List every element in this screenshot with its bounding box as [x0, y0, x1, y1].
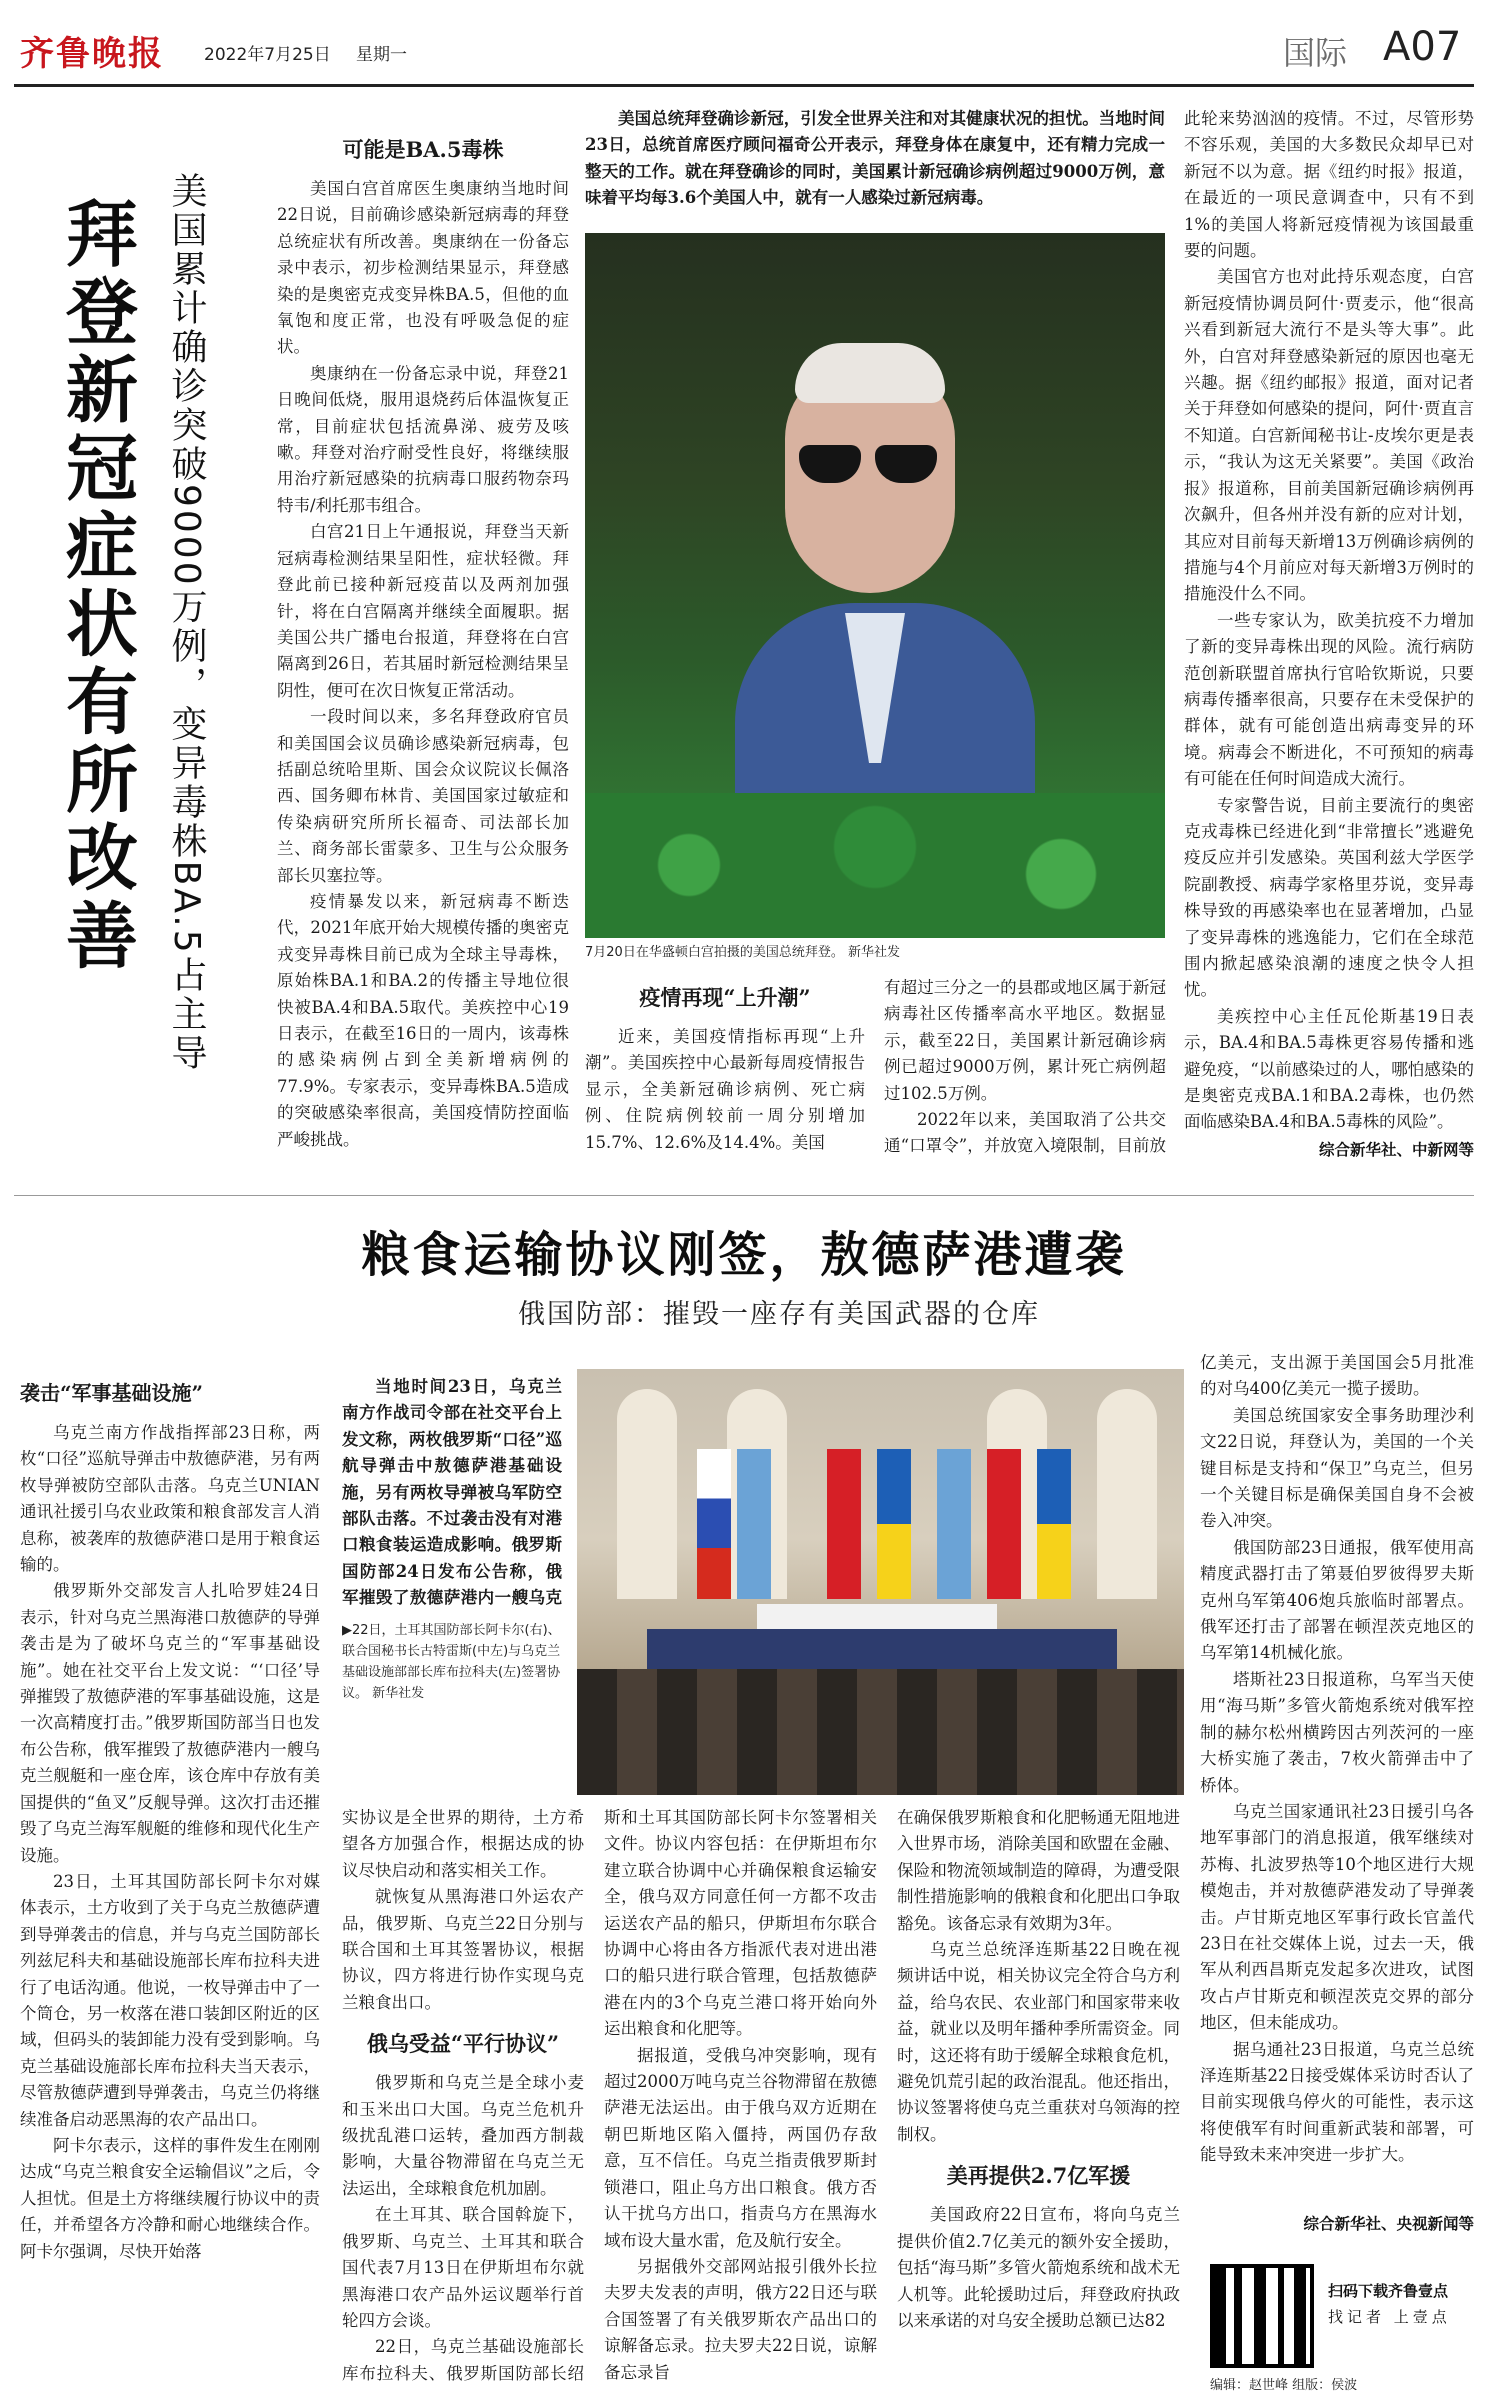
- photo-hair: [795, 343, 945, 403]
- story1-lede: [585, 106, 1165, 218]
- paragraph: 俄罗斯外交部发言人扎哈罗娃24日表示，针对乌克兰黑海港口敖德萨的导弹袭击是为了破坏乌克兰的“军事基础设施”。她在社交平台上发文说：“‘口径’导弹摧毁了敖德萨港的军事基础设施，这是一次高精度打击。”俄罗斯国防部当日也发布公告称，俄军摧毁了敖德萨港内一艘乌克兰舰艇和一座仓库，该仓库中存放有美国提供的“鱼叉”反舰导弹。这次打击还摧毁了乌克兰海军舰艇的维修和现代化生产设施。: [20, 1581, 320, 1865]
- story-divider: [14, 1195, 1474, 1196]
- paragraph: 另据俄外交部网站报引俄外长拉夫罗夫发表的声明，俄方22日还与联合国签署了有关俄罗斯农产品出口的谅解备忘录。拉夫罗夫22日说，谅解备忘录旨: [604, 2256, 877, 2382]
- story2-section-b-heading: 俄乌受益“平行协议”: [366, 2031, 560, 2057]
- story2-column-2: [342, 1805, 584, 2385]
- paragraph: 阿卡尔表示，这样的事件发生在刚刚达成“乌克兰粮食安全运输倡议”之后，令人担忧。但是土方将继续履行协议中的责任，并希望各方冷静和耐心地继续合作。阿卡尔强调，尽快开始落: [20, 2135, 320, 2261]
- story2-section-c-heading: 美再提供2.7亿军援: [946, 2163, 1131, 2189]
- paragraph: 俄国防部23日通报，俄军使用高精度武器打击了第聂伯罗彼得罗夫斯克州乌军第406炮兵旅临时部署点。俄军还打击了部署在顿涅茨克地区的乌军第14机械化旅。: [1200, 1537, 1474, 1663]
- issue-date: 2022年7月25日: [204, 45, 331, 65]
- flag-ukraine: [877, 1449, 911, 1599]
- story1-column-a: [277, 130, 569, 1160]
- story2-column-5: [1200, 1350, 1474, 2200]
- story1-source: 综合新华社、中新网等: [1318, 1141, 1474, 1159]
- paragraph: 亿美元，支出源于美国国会5月批准的对乌400亿美元一揽子援助。: [1200, 1353, 1474, 1399]
- story2-column-3: [604, 1805, 877, 2385]
- issue-weekday: 星期一: [356, 45, 407, 65]
- story2-photo-caption: ▶22日，土耳其国防部长阿卡尔(右)、联合国秘书长古特雷斯(中左)与乌克兰基础设施部部长库布拉科夫(左)签署协议。 新华社发: [342, 1623, 561, 1701]
- paragraph: 美国白宫首席医生奥康纳当地时间22日说，目前确诊感染新冠病毒的拜登总统症状有所改善。奥康纳在一份备忘录中表示，初步检测结果显示，拜登感染的是奥密克戎变异株BA.5，但他的血氧饱和度正常，也没有呼吸急促的症状。: [277, 179, 569, 357]
- paragraph: 白宫21日上午通报说，拜登当天新冠病毒检测结果呈阳性，症状轻微。拜登此前已接种新冠疫苗以及两剂加强针，将在白宫隔离并继续全面履职。据美国公共广播电台报道，拜登将在白宫隔离到26日，若其届时新冠检测结果呈阴性，便可在次日恢复正常活动。: [277, 522, 569, 700]
- paragraph: 在土耳其、联合国斡旋下，俄罗斯、乌克兰、土耳其和联合国代表7月13日在伊斯坦布尔就黑海港口农产品外运议题举行首轮四方会谈。: [342, 2205, 584, 2330]
- paragraph: 在确保俄罗斯粮食和化肥畅通无阻地进入世界市场，消除美国和欧盟在金融、保险和物流领域制造的障碍，为遭受限制性措施影响的俄粮食和化肥出口争取豁免。该备忘录有效期为3年。: [897, 1808, 1180, 1933]
- story1-subheadline: 美国累计确诊突破9000万例，变异毒株BA.5占主导: [166, 172, 207, 1073]
- photo-foliage: [585, 793, 1165, 938]
- editor-credits: 编辑：赵世峰 组版：侯波: [1210, 2378, 1358, 2393]
- page-number: A07: [1383, 24, 1462, 70]
- story1-section-b-heading: 疫情再现“上升潮”: [639, 985, 811, 1010]
- newspaper-logo: 齐鲁晚报: [20, 34, 164, 74]
- story2-headline: 粮食运输协议刚签，敖德萨港遭袭: [361, 1227, 1127, 1283]
- photo-table: [647, 1629, 1117, 1669]
- qr-sublabel: 找记者 上壹点: [1328, 2308, 1451, 2326]
- paragraph: 塔斯社23日报道称，乌军当天使用“海马斯”多管火箭炮系统对俄军控制的赫尔松州横跨因古列茨河的一座大桥实施了袭击，7枚火箭弹击中了桥体。: [1200, 1669, 1474, 1795]
- paragraph: 一段时间以来，多名拜登政府官员和美国国会议员确诊感染新冠病毒，包括副总统哈里斯、国会众议院议长佩洛西、国务卿布林肯、美国国家过敏症和传染病研究所所长福奇、司法部长加兰、商务部长雷蒙多、卫生与公众服务部长贝塞拉等。: [277, 707, 569, 885]
- signing-ceremony-photo: [577, 1369, 1184, 1795]
- flag-un: [937, 1449, 971, 1599]
- paragraph: 22日，乌克兰基础设施部长库布拉科夫、俄罗斯国防部长绍: [342, 2337, 584, 2383]
- flag-ukraine: [1037, 1449, 1071, 1599]
- flag-turkey: [827, 1449, 861, 1599]
- paragraph: 专家警告说，目前主要流行的奥密克戎毒株已经进化到“非常擅长”逃避免疫反应并引发感染。英国利兹大学医学院副教授、病毒学家格里芬说，变异毒株导致的再感染率也在显著增加，凸显了变异毒株的逃逸能力，它们在全球范围内掀起感染浪潮的速度之快令人担忧。: [1184, 795, 1474, 1000]
- paragraph: 奥康纳在一份备忘录中说，拜登21日晚间低烧，服用退烧药后体温恢复正常，目前症状包括流鼻涕、疲劳及咳嗽。拜登对治疗耐受性良好，将继续服用治疗新冠感染的抗病毒口服药物奈玛特韦/利托那韦组合。: [277, 363, 569, 515]
- story1-column-c: [884, 975, 1166, 1160]
- paragraph: 23日，土耳其国防部长阿卡尔对媒体表示，土方收到了关于乌克兰敖德萨遭到导弹袭击的信息，并与乌克兰国防部长列兹尼科夫和基础设施部长库布拉科夫进行了电话沟通。他说，一枚导弹击中了一个筒仓，另一枚落在港口装卸区附近的区域，但码头的装卸能力没有受到影响。乌克兰基础设施部长库布拉科夫当天表示，尽管敖德萨遭到导弹袭击，乌克兰仍将继续准备启动恶黑海的农产品出口。: [20, 1871, 320, 2129]
- photo-arch: [1097, 1389, 1157, 1599]
- masthead-rule: [14, 84, 1474, 87]
- paragraph: 乌克兰国家通讯社23日援引乌各地军事部门的消息报道，俄军继续对苏梅、扎波罗热等10个地区进行大规模炮击，并对敖德萨港发动了导弹袭击。卢甘斯克地区军事行政长官盖代23日在社交媒体上说，过去一天，俄军从利西昌斯克发起多次进攻，试图攻占卢甘斯克和顿涅茨克交界的部分地区，但未能成功。: [1200, 1801, 1474, 2033]
- lede-text: 美国总统拜登确诊新冠，引发全世界关注和对其健康状况的担忧。当地时间23日，总统首席医疗顾问福奇公开表示，拜登身体在康复中，还有精力完成一整天的工作。就在拜登确诊的同时，美国累计新冠确诊病例超过9000万例，意味着平均每3.6个美国人中，就有一人感染过新冠病毒。: [585, 109, 1165, 208]
- masthead: [0, 0, 1488, 92]
- paragraph: 美国官方也对此持乐观态度，白宫新冠疫情协调员阿什·贾麦示，他“很高兴看到新冠大流行不是头等大事”。此外，白宫对拜登感染新冠的原因也毫无兴趣。据《纽约邮报》报道，面对记者关于拜登如何感染的提问，阿什·贾直言不知道。白宫新闻秘书让-皮埃尔更是表示，“我认为这无关紧要”。美国《政治报》报道称，目前美国新冠确诊病例再次飙升，但各州并没有新的应对计划，其应对目前每天新增13万例确诊病例的措施与4个月前应对每天新增3万例时的措施没什么不同。: [1184, 267, 1474, 604]
- story2-section-a-heading: 袭击“军事基础设施”: [20, 1381, 204, 1405]
- flag-russia: [697, 1449, 731, 1599]
- lede-text: 当地时间23日，乌克兰南方作战司令部在社交平台上发文称，两枚俄罗斯“口径”巡航导弹击中敖德萨港基础设施，另有两枚导弹被乌军防空部队击落。不过袭击没有对港口粮食装运造成影响。俄罗斯国防部24日发布公告称，俄军摧毁了敖德萨港内一艘乌克: [342, 1377, 562, 1608]
- qr-label: 扫码下载齐鲁壹点: [1328, 2282, 1449, 2300]
- paragraph: 近来，美国疫情指标再现“上升潮”。美国疾控中心最新每周疫情报告显示，全美新冠确诊病例、死亡病例、住院病例较前一周分别增加15.7%、12.6%及14.4%。美国: [585, 1027, 865, 1152]
- paragraph: 此轮来势汹汹的疫情。不过，尽管形势不容乐观，美国的大多数民众却早已对新冠不以为意。据《纽约时报》报道，在最近的一项民意调查中，只有不到1%的美国人将新冠疫情视为该国最重要的问题。: [1184, 109, 1474, 261]
- photo-arch: [617, 1389, 677, 1599]
- paragraph: 美国总统国家安全事务助理沙利文22日说，拜登认为，美国的一个关键目标是支持和“保卫”乌克兰，但另一个关键目标是确保美国自身不会被卷入冲突。: [1200, 1405, 1474, 1531]
- paragraph: 据报道，受俄乌冲突影响，现有超过2000万吨乌克兰谷物滞留在敖德萨港无法运出。由于俄乌双方近期在朝巴斯地区陷入僵持，两国仍存敌意，互不信任。乌克兰指责俄罗斯封锁港口，阻止乌方出口粮食。俄方否认干扰乌方出口，指责乌方在黑海水域布设大量水雷，危及航行安全。: [604, 2045, 877, 2250]
- photo-crowd: [577, 1669, 1184, 1795]
- paragraph: 美国政府22日宣布，将向乌克兰提供价值2.7亿美元的额外安全援助，包括“海马斯”多管火箭炮系统和战术无人机等。此轮援助过后，拜登政府执政以来承诺的对乌安全援助总额已达82: [897, 2205, 1180, 2330]
- paragraph: 实协议是全世界的期待，土方希望各方加强合作，根据达成的协议尽快启动和落实相关工作。: [342, 1808, 584, 1880]
- story2-column-4: [897, 1805, 1180, 2385]
- paragraph: 据乌通社23日报道，乌克兰总统泽连斯基22日接受媒体采访时否认了目前实现俄乌停火的可能性，表示这将使俄军有时间重新武装和部署，可能导致未来冲突进一步扩大。: [1200, 2039, 1474, 2165]
- paragraph: 一些专家认为，欧美抗疫不力增加了新的变异毒株出现的风险。流行病防范创新联盟首席执行官哈钦斯说，只要病毒传播率很高，只要存在未受保护的群体，就有可能创造出病毒变异的环境。病毒会不断进化，不可预知的病毒有可能在任何时间造成大流行。: [1184, 610, 1474, 789]
- story1-column-b: [585, 980, 865, 1160]
- paragraph: 美疾控中心主任瓦伦斯基19日表示，BA.4和BA.5毒株更容易传播和逃避免疫，“以前感染过的人，哪怕感染的是奥密克戎BA.1和BA.2毒株，也仍然面临感染BA.4和BA.5毒株的风险”。: [1184, 1006, 1474, 1132]
- story1-photo-caption: 7月20日在华盛顿白宫拍摄的美国总统拜登。 新华社发: [585, 945, 900, 960]
- story2-column-1: [20, 1380, 320, 2385]
- paragraph: 乌克兰南方作战指挥部23日称，两枚“口径”巡航导弹击中敖德萨港，另有两枚导弹被防空部队击落。乌克兰UNIAN通讯社援引乌农业政策和粮食部发言人消息称，被袭库的敖德萨港口是用于粮食运输的。: [20, 1423, 320, 1575]
- story2-lede: [342, 1374, 562, 1610]
- qr-code[interactable]: [1210, 2264, 1314, 2368]
- paragraph: 2022年以来，美国取消了公共交通“口罩令”，并放宽入境限制，目前放: [884, 1110, 1166, 1156]
- paragraph: 就恢复从黑海港口外运农产品，俄罗斯、乌克兰22日分别与联合国和土耳其签署协议，根据协议，四方将进行协作实现乌克兰粮食出口。: [342, 1887, 584, 2012]
- paragraph: 乌克兰总统泽连斯基22日晚在视频讲话中说，相关协议完全符合乌方利益，给乌农民、农业部门和国家带来收益，就业以及明年播种季所需资金。同时，这还将有助于缓解全球粮食危机，避免饥荒引起的政治混乱。他还指出，协议签署将使乌克兰重获对乌领海的控制权。: [897, 1940, 1180, 2144]
- story2-subheadline: 俄国防部：摧毁一座存有美国武器的仓库: [518, 1299, 1040, 1330]
- paragraph: 疫情暴发以来，新冠病毒不断迭代，2021年底开始大规模传播的奥密克戎变异毒株目前已成为全球主导毒株，原始株BA.1和BA.2的传播主导地位很快被BA.4和BA.5取代。美疾控中心19日表示，在截至16日的一周内，该毒株的感染病例占到全美新增病例的77.9%。专家表示，变异毒株BA.5造成的突破感染率很高，美国疫情防控面临严峻挑战。: [277, 891, 569, 1149]
- flag-turkey: [987, 1449, 1021, 1599]
- story1-section-a-heading: 可能是BA.5毒株: [342, 137, 504, 162]
- flag-un: [737, 1449, 771, 1599]
- story2-source: 综合新华社、央视新闻等: [1303, 2215, 1474, 2233]
- story1-headline: 拜登新冠症状有所改善: [54, 196, 138, 976]
- biden-photo: [585, 233, 1165, 938]
- paragraph: 有超过三分之一的县郡或地区属于新冠病毒社区传播率高水平地区。数据显示，截至22日，美国累计新冠确诊病例已超过9000万例，累计死亡病例超过102.5万例。: [884, 978, 1166, 1103]
- paragraph: 斯和土耳其国防部长阿卡尔签署相关文件。协议内容包括：在伊斯坦布尔建立联合协调中心并确保粮食运输安全，俄乌双方同意任何一方都不攻击运送农产品的船只，伊斯坦布尔联合协调中心将由各方指派代表对进出港口的船只进行联合管理，包括敖德萨港在内的3个乌克兰港口将开始向外运出粮食和化肥等。: [604, 1808, 877, 2039]
- paragraph: 俄罗斯和乌克兰是全球小麦和玉米出口大国。乌克兰危机升级扰乱港口运转，叠加西方制裁影响，大量谷物滞留在乌克兰无法运出，全球粮食危机加剧。: [342, 2073, 584, 2198]
- section-name: 国际: [1283, 34, 1348, 72]
- story1-column-right: [1184, 106, 1474, 1132]
